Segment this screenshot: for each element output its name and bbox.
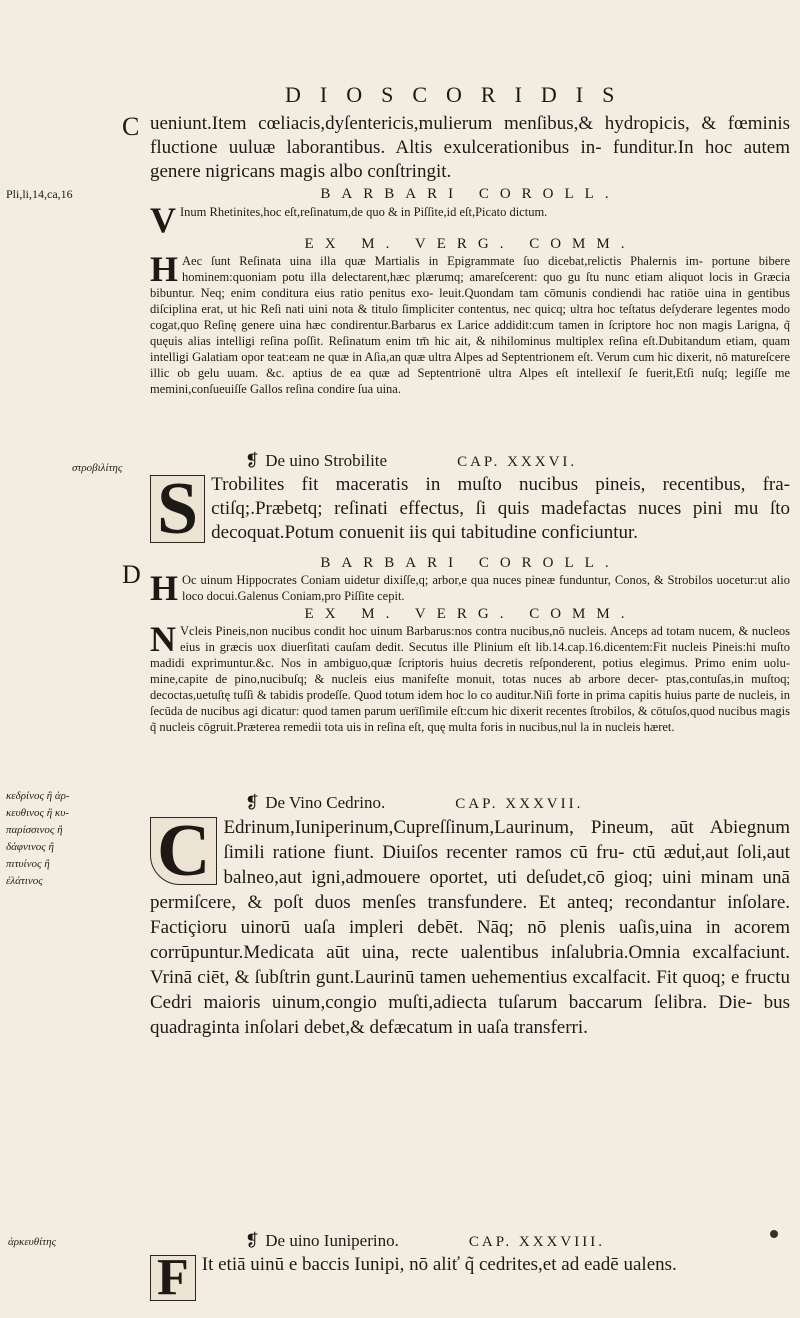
pilcrow-icon: ❡ bbox=[245, 451, 260, 470]
barbari-commentary bbox=[150, 200, 790, 240]
verg-comm-heading-2: EX M. VERG. COMM. bbox=[304, 606, 636, 622]
barbari-commentary-2-text: Oc uinum Hippocrates Coniam uidetur dixiſſe,q; arbor,e qua nuces pineæ funduntur, Conos, & Strobilos uocetur:ut alio loco docui.Galenus Coniam,pro Piſſite cepit. bbox=[182, 573, 790, 603]
chapter-number: CAP. XXXVI. bbox=[457, 454, 578, 470]
drop-cap-n: N bbox=[150, 619, 176, 659]
margin-greek-line: παρίσσινος ἢ bbox=[6, 824, 63, 836]
chapter-title-strobilite bbox=[245, 450, 790, 473]
pilcrow-icon: ❡ bbox=[245, 1231, 260, 1250]
cedrino-body: Edrinum,Iuniperinum,Cupreſſinum,Laurinum, Pineum, aūt Abiegnum ſimili ratione fiunt. Diuiſos recenter ramos cū fru- ctū æduṫ,aut ſoli,aut balneo,aut igni,admouere oportet, uti deſudet,cō gioq; uini minam unā permiſcere, & poſt duos menſes transfundere. Et anteq; recondantur inſolare. Factiçioru uinorū uaſa impleri debēt. Nāq; nō plenis uaſis,uina in acorem corrūpuntur.Medicata aūt uina, recte ualentibus inſalubria.Omnia excalfaciunt. Vrinā ciēt, & ſubſtrin gunt.Laurinū tamen uehementius excalfacit. Fit quoq; e fructu Cedri maioris uinum,congio muſti,adiecta tuſarum baccarum ſelibra. Die- bus quadraginta inſolari debet,& defæcatum in uaſa transferri. bbox=[150, 817, 790, 1038]
verg-comm-heading: EX M. VERG. COMM. bbox=[304, 236, 636, 252]
cedrino-text bbox=[150, 810, 790, 1040]
running-title: DIOSCORIDIS bbox=[285, 82, 634, 107]
margin-greek-juniper: ἀρκευθίτης bbox=[8, 1236, 57, 1248]
iuniperino-body: It etiā uinū e baccis Iunipi, nō aliť q̃ cedrites,et ad eadē ualens. bbox=[201, 1254, 677, 1275]
chapter-title-text: De uino Iuniperino. bbox=[265, 1231, 399, 1250]
margin-greek-line: δάφνινος ἢ bbox=[6, 841, 54, 853]
margin-greek-wine-list bbox=[6, 788, 106, 890]
drop-cap-h: H bbox=[150, 249, 179, 289]
margin-pliny-ref: Pli,li,14,ca,16 bbox=[6, 187, 73, 201]
ink-spot bbox=[770, 1230, 778, 1238]
chapter-number: CAP. XXXVII. bbox=[455, 796, 584, 812]
margin-greek-strobilites: στροβιλίτης bbox=[72, 462, 123, 474]
margin-greek-line: κεδρίνος ἢ ἀρ- bbox=[6, 790, 70, 802]
barbari-coroll-heading: BARBARI COROLL. bbox=[320, 186, 620, 202]
verg-commentary-2-text: Vcleis Pineis,non nucibus condit hoc uinum Barbarus:nos contra nucibus,nō nucleis. Anceps ad totam nucem, & nucleos eius in græcis uox diuerſitati cauſam dedit. Secutus ille Plinium eſt lib.14.cap.16.dicentem:Fit nucleis Pineis:hi muſto madidi exprimuntur.&c. Nos in ambiguo,quæ ſcriptoris huius decretis reſponderent, potius elegimus. Primo enim uolu- mine,capite de pino,nucibuſq; & nucleis eius manifeſte monuit, totas nuces ab arbore decer- ptas,contuſas,in muſtoq; decoctas,uetuſtę tuſſi & tabidis prodeſſe. Quod totum idem hoc lo co auditur.Niſi forte in prima capitis huius parte de nucleis, in ſecūda de nucibus agi dicatur: quod tamen parum uerïſimile eſt:cum hic dixerit recentes ſtrobilos, & cōtuſos,quod nucibus magis q̃ nucleis cōgruit.Præterea remedii tota uis in reſina eſt, quę multa foris in nucibus,nul la in nucleis hæret. bbox=[150, 624, 790, 734]
barbari-commentary-text: Inum Rhetinites,hoc eſt,reſinatum,de quo & in Piſſite,id eſt,Picato dictum. bbox=[180, 205, 548, 219]
strobilite-text bbox=[150, 468, 790, 550]
drop-cap-s: S bbox=[150, 475, 205, 543]
chapter-title-text: De Vino Cedrino. bbox=[265, 793, 386, 812]
pilcrow-icon: ❡ bbox=[245, 793, 260, 812]
margin-letter-d: D bbox=[122, 560, 141, 589]
chapter-number: CAP. XXXVIII. bbox=[468, 1234, 605, 1250]
margin-letter-c: C bbox=[122, 112, 140, 141]
drop-cap-v: V bbox=[150, 200, 176, 240]
continuation-text: ueniunt.Item cœliacis,dyſentericis,mulierum menſibus,& hydropicis, & fœminis fluctione uuluæ laborantibus. Altis exulcerationibus in- funditur.In hoc autem genere nigricans magis albo conſtringit. bbox=[150, 113, 790, 182]
iuniperino-text bbox=[150, 1249, 790, 1306]
section-rhetinites-commentary bbox=[150, 186, 790, 397]
drop-cap-c: C bbox=[150, 817, 217, 885]
section-iuniperino bbox=[150, 1230, 790, 1306]
chapter-title-cedrino bbox=[245, 792, 790, 815]
margin-greek-line: ἐλάτινος bbox=[6, 875, 43, 887]
margin-greek-line: κευθινος ἢ κυ- bbox=[6, 807, 69, 819]
barbari-coroll-heading-2: BARBARI COROLL. bbox=[320, 555, 620, 571]
drop-cap-h2: H bbox=[150, 568, 179, 608]
barbari-commentary-2 bbox=[150, 568, 790, 608]
margin-greek-line: πιτυίνος ἢ bbox=[6, 858, 50, 870]
section-strobilite bbox=[150, 450, 790, 735]
section-continuation bbox=[150, 112, 790, 184]
verg-commentary-text: Aec ſunt Reſinata uina illa quæ Martialis in Epigrammate ſuo dicebat,relictis Phalernis im- portune bibere hominem:quoniam potu illa delectarent,hæc plærumq; amareſcerent: quo gu ſtu nunc etiam aliquot locis in Græcia bibuntur. Neq; enim conditura eius ratio penitus exo- leuit.Quondam tam cōmunis condiendi hac ratiōe uina in gentibus diſciplina erat, ut hic Reſi nati uini nota & titulo ſimpliciter contentus, nec quicq; ultra hoc teſtatus deſyderare legentes modo cogat,quo Reſinę genere uina hæc condirentur.Barbarus ex Larice addidit:cum tamen in ſcriptore hoc non magis Larigna, q̃ quęuis alias intelligi reſina poſſit. Reſinatum enim tm̄ hic ait, & nihilominus multiplex reſina eſt.Dubitandum etiam, quam intelligi Galatiam opor teat:eam ne quæ in Aſia,an quæ ultra Alpes ad Septentrionem eſt. Verum cum hic dixerit, nō matureſcere illic ob gelu uuam. &c. aptius de ea quæ ad Septentrionē ultra Alpes eſt intellexiſ ſe fuerit,Etſi nuſq; legiſſe me memini,conſueuiſſe Gallos reſina condire ſua uina. bbox=[150, 254, 790, 396]
chapter-title-iuniperino bbox=[245, 1230, 790, 1253]
strobilite-body: Trobilites fit maceratis in muſto nucibus pineis, recentibus, fra- ctiſq;.Præbetq; reſinati effectus, ſi quis madefactas nuces pini mu ſto decoquat.Potum conuenit iis qui tabitudine conficiuntur. bbox=[211, 474, 790, 543]
verg-commentary-2 bbox=[150, 619, 790, 735]
chapter-title-text: De uino Strobilite bbox=[265, 451, 388, 470]
drop-cap-f: F bbox=[150, 1255, 196, 1301]
section-cedrino bbox=[150, 792, 790, 1040]
verg-commentary bbox=[150, 249, 790, 397]
